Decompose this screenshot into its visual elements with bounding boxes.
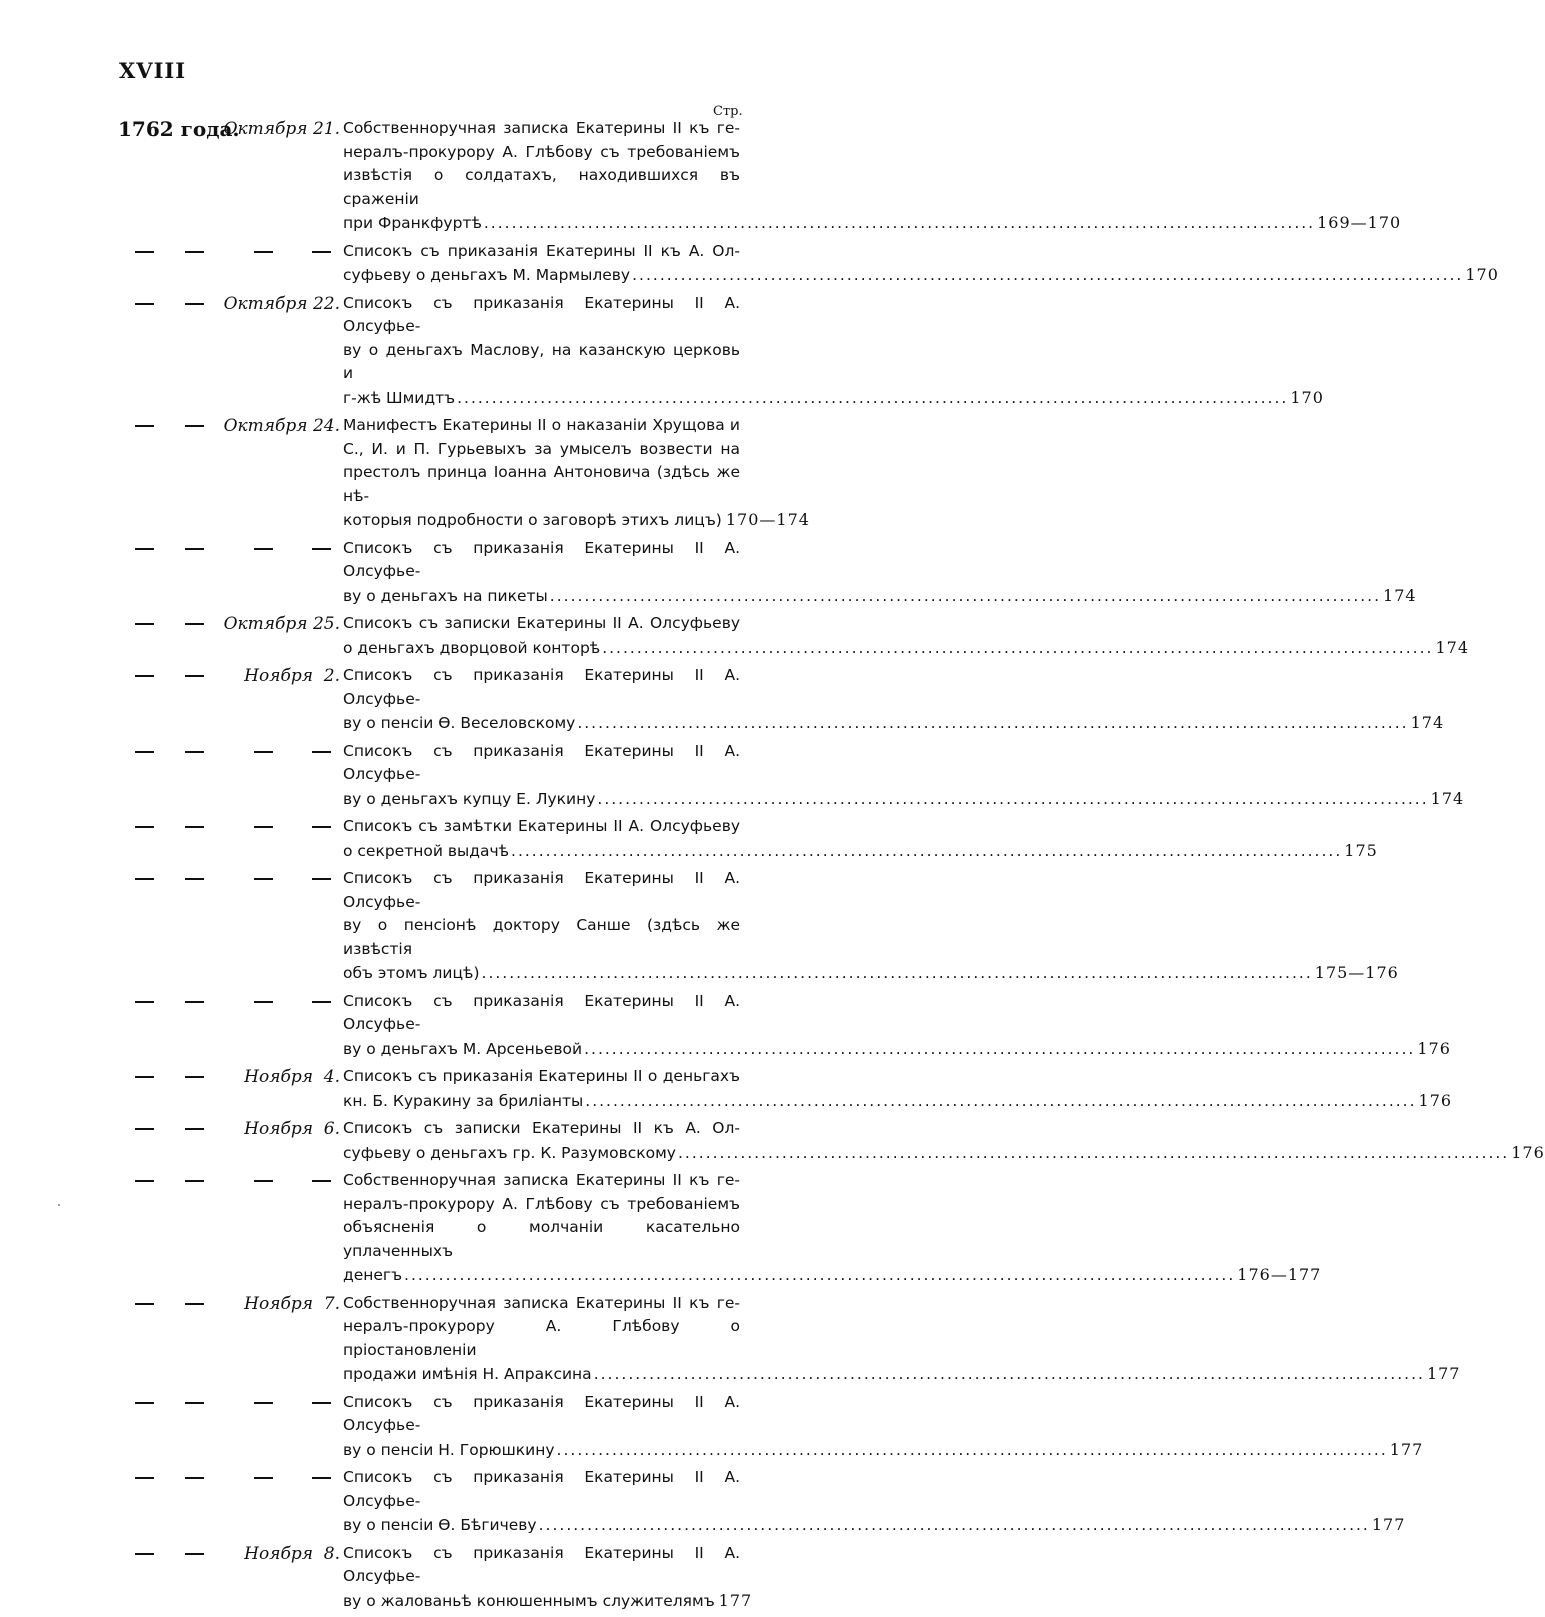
ditto-dash (185, 251, 204, 253)
entry-date-column (0, 990, 340, 1014)
page-number: XVIII (119, 58, 187, 83)
entry-description (343, 1466, 1406, 1538)
dot-leader: ........................................................................................................................ (511, 841, 1343, 860)
entry-text-line: Собственноручная записка Екатерины II къ ге- (343, 1293, 740, 1312)
entry-text-line: извѣстія о солдатахъ, находившихся въ сраженіи (343, 166, 740, 208)
dot-leader: ........................................................................................................................ (538, 1516, 1370, 1534)
entry-date-column (0, 1292, 340, 1316)
entry-text-line: продажи имѣнія Н. Апраксина (343, 1365, 592, 1383)
entry-text-line: ву о пенсіи Ѳ. Веселовскому (343, 714, 576, 732)
entry-description (343, 1542, 753, 1614)
entry-date-column (0, 612, 340, 636)
dot-leader: ........................................................................................................................ (483, 214, 1316, 232)
dot-leader: ........................................................................................................................ (597, 789, 1429, 808)
entry-date-column (0, 1169, 340, 1193)
entry-last-line (343, 711, 1445, 736)
entry-last-line (343, 584, 1417, 609)
entry-text-line: Списокъ съ приказанія Екатерины II къ А. Ол- (343, 241, 740, 260)
ditto-dash (135, 878, 154, 880)
toc-entry (0, 664, 1445, 736)
entry-description (343, 1065, 1453, 1113)
ditto-dash (135, 1180, 154, 1182)
entry-text-line: о деньгахъ дворцовой конторѣ (343, 638, 601, 657)
entry-text-line: денегъ (343, 1266, 403, 1284)
entry-description (343, 292, 1324, 411)
entry-description (343, 414, 810, 533)
entry-text-line: ву о пенсіонѣ доктору Санше (здѣсь же извѣстія (343, 916, 740, 958)
scan-speck (58, 1204, 60, 1206)
entry-text-line: С., И. и П. Гурьевыхъ за умыселъ возвести на (343, 439, 740, 458)
ditto-dash (254, 751, 273, 753)
ditto-dash (185, 751, 204, 753)
toc-entry (0, 740, 1465, 812)
entry-page-number: 177 (718, 1590, 753, 1610)
entry-text-line: ву о деньгахъ на пикеты (343, 586, 548, 605)
entry-description (343, 1169, 1322, 1288)
entry-text-line: при Франкфуртѣ (343, 214, 482, 232)
entry-last-line (343, 1141, 1545, 1166)
entry-date: Октября 21. (223, 119, 340, 139)
ditto-dash (135, 1001, 154, 1003)
entry-date-column (0, 1542, 340, 1566)
ditto-dash (135, 1402, 154, 1404)
toc-entry (0, 414, 843, 533)
ditto-dash (254, 251, 273, 253)
toc-entry (0, 537, 1417, 609)
entry-date-column (0, 117, 340, 141)
entry-last-line (343, 508, 810, 533)
entry-text-line: Списокъ съ записки Екатерины II А. Олсуфьеву (343, 614, 740, 632)
ditto-dash (254, 826, 273, 828)
ditto-dash (312, 251, 331, 253)
dot-leader: ........................................................................................................................ (556, 1440, 1388, 1459)
entry-description (343, 664, 1445, 736)
ditto-dash (135, 548, 154, 550)
ditto-dash (185, 1402, 204, 1404)
entry-page-number: 174 (1383, 585, 1417, 605)
dot-leader: ........................................................................................................................ (584, 1039, 1416, 1058)
entry-text-line: ву о деньгахъ купцу Е. Лукину (343, 789, 596, 808)
entry-page-number: 176 (1511, 1142, 1545, 1162)
entry-description (343, 815, 1378, 863)
toc-entry (0, 1542, 843, 1614)
entry-last-line (343, 1362, 1461, 1387)
entry-text-line: ву о жалованьѣ конюшеннымъ служителямъ (343, 1591, 715, 1610)
entry-text-line: Собственноручная записка Екатерины II къ ге- (343, 1171, 740, 1189)
entry-last-line (343, 386, 1324, 411)
entry-date-column (0, 815, 340, 839)
entry-last-line (343, 1263, 1322, 1288)
entry-description (343, 240, 1499, 288)
entry-page-number: 177 (1426, 1364, 1461, 1383)
entry-date-column (0, 664, 340, 688)
ditto-dash (185, 878, 204, 880)
toc-entry (0, 1065, 1453, 1113)
entry-date-column (0, 240, 340, 264)
entry-page-number: 175 (1344, 840, 1378, 860)
toc-entry (0, 292, 1324, 411)
entry-year: 1762 года. (118, 117, 240, 141)
toc-entry (0, 1466, 1406, 1538)
entry-text-line: престолъ принца Іоанна Антоновича (здѣсь же нѣ- (343, 463, 740, 505)
entry-last-line (343, 961, 1399, 986)
entry-date: Ноября 8. (244, 1543, 340, 1564)
ditto-dash (312, 751, 331, 753)
entry-text-line: суфьеву о деньгахъ гр. К. Разумовскому (343, 1143, 676, 1162)
entry-date-column (0, 1466, 340, 1490)
dot-leader: ........................................................................................................................ (677, 1143, 1510, 1162)
entry-text-line: Списокъ съ приказанія Екатерины II А. Олсуфье- (343, 741, 740, 783)
entry-last-line (343, 1089, 1453, 1114)
entry-description (343, 1391, 1424, 1463)
entry-date: Ноября 7. (244, 1293, 340, 1314)
toc-entry (0, 612, 1469, 660)
entry-date-column (0, 1065, 340, 1089)
entry-last-line (343, 211, 1402, 236)
ditto-dash (185, 1001, 204, 1003)
entry-last-line (343, 1589, 753, 1614)
entry-text-line: нералъ-прокурору А. Глѣбову съ требованіемъ (343, 1194, 740, 1213)
toc-entry (0, 867, 1399, 986)
entry-text-line: Списокъ съ приказанія Екатерины II А. Олсуфье- (343, 869, 740, 911)
entry-date: Октября 22. (223, 293, 340, 314)
entry-last-line (343, 1037, 1451, 1062)
entry-page-number: 174 (1430, 788, 1465, 808)
dot-leader: ........................................................................................................................ (602, 638, 1434, 657)
entry-text-line: Собственноручная записка Екатерины II къ ге- (343, 119, 740, 137)
ditto-dash (185, 1180, 204, 1182)
entry-description (343, 1117, 1545, 1165)
entry-last-line (343, 1438, 1424, 1463)
entry-description (343, 867, 1399, 986)
entry-description (343, 740, 1465, 812)
ditto-dash (135, 251, 154, 253)
dot-leader: ........................................................................................................................ (593, 1365, 1425, 1383)
entry-text-line: суфьеву о деньгахъ М. Мармылеву (343, 266, 631, 284)
ditto-dash (312, 1180, 331, 1182)
entry-date-column (0, 1117, 340, 1141)
entry-last-line (343, 1513, 1406, 1538)
entry-text-line: объ этомъ лицѣ) (343, 964, 480, 982)
toc-entry (0, 990, 1451, 1062)
entry-description (343, 537, 1417, 609)
toc-entry (0, 117, 1402, 236)
entry-date-column (0, 740, 340, 764)
toc-entry (0, 815, 1378, 863)
entry-description (343, 117, 1402, 236)
entry-page-number: 175—176 (1314, 963, 1399, 982)
dot-leader: ........................................................................................................................ (549, 586, 1382, 605)
entry-date: Октября 24. (223, 416, 340, 436)
entry-description (343, 612, 1469, 660)
entry-text-line: ву о деньгахъ М. Арсеньевой (343, 1039, 583, 1058)
dot-leader: ........................................................................................................................ (457, 388, 1289, 407)
ditto-dash (312, 1001, 331, 1003)
dot-leader: ........................................................................................................................ (585, 1091, 1417, 1110)
toc-entry (0, 1117, 1545, 1165)
ditto-dash (254, 1180, 273, 1182)
ditto-dash (185, 548, 204, 550)
entry-text-line: г-жѣ Шмидтъ (343, 388, 456, 407)
entry-text-line: Списокъ съ приказанія Екатерины II А. Олсуфье- (343, 1392, 740, 1434)
toc-entry (0, 1169, 1322, 1288)
entry-text-line: объясненія о молчаніи касательно уплаченныхъ (343, 1218, 740, 1260)
ditto-dash (254, 878, 273, 880)
entry-date-column (0, 1391, 340, 1415)
toc-entry (0, 240, 1499, 288)
entry-date-column (0, 537, 340, 561)
entry-text-line: нералъ-прокурору А. Глѣбову съ требованіемъ (343, 142, 740, 161)
entry-last-line (343, 263, 1499, 288)
ditto-dash (185, 1477, 204, 1479)
entry-page-number: 174 (1435, 637, 1469, 657)
entry-date-column (0, 292, 340, 316)
dot-leader: ........................................................................................................................ (404, 1266, 1236, 1284)
ditto-dash (254, 1402, 273, 1404)
entry-last-line (343, 636, 1469, 661)
toc-entry (0, 1292, 1461, 1387)
entry-date: Ноября 2. (244, 666, 340, 686)
ditto-dash (312, 826, 331, 828)
entry-text-line: Списокъ съ приказанія Екатерины II А. Олсуфье- (343, 991, 740, 1033)
entry-date: Октября 25. (223, 614, 340, 634)
entry-date: Ноября 4. (244, 1067, 340, 1087)
entry-page-number: 176—177 (1237, 1265, 1322, 1284)
entry-text-line: ву о пенсіи Н. Горюшкину (343, 1440, 555, 1459)
ditto-dash (254, 548, 273, 550)
entry-text-line: Списокъ съ приказанія Екатерины II А. Олсуфье- (343, 666, 740, 708)
entry-page-number: 177 (1371, 1515, 1406, 1534)
entry-page-number: 174 (1410, 713, 1445, 732)
entry-page-number: 176 (1418, 1090, 1453, 1110)
entry-description (343, 1292, 1461, 1387)
entry-text-line: о секретной выдачѣ (343, 841, 510, 860)
entry-text-line: ву о пенсіи Ѳ. Бѣгичеву (343, 1516, 537, 1534)
page-column-label: Стр. (713, 104, 743, 119)
ditto-dash (185, 826, 204, 828)
entry-text-line: которыя подробности о заговорѣ этихъ лицъ) (343, 511, 722, 529)
entry-date: Ноября 6. (244, 1119, 340, 1139)
entry-last-line (343, 787, 1465, 812)
table-of-contents (0, 117, 1545, 1617)
entry-page-number: 170—174 (725, 510, 810, 529)
entry-text-line: Списокъ съ приказанія Екатерины II о деньгахъ (343, 1067, 740, 1085)
toc-entry (0, 1391, 1424, 1463)
ditto-dash (135, 826, 154, 828)
entry-page-number: 170 (1465, 265, 1499, 284)
entry-page-number: 176 (1417, 1038, 1451, 1058)
entry-text-line: Списокъ съ приказанія Екатерины II А. Олсуфье- (343, 1468, 740, 1510)
ditto-dash (312, 548, 331, 550)
ditto-dash (254, 1477, 273, 1479)
entry-text-line: Списокъ съ приказанія Екатерины II А. Олсуфье- (343, 538, 740, 580)
entry-text-line: Списокъ съ замѣтки Екатерины II А. Олсуфьеву (343, 817, 740, 835)
ditto-dash (135, 1477, 154, 1479)
entry-text-line: кн. Б. Куракину за бриліанты (343, 1091, 584, 1110)
entry-text-line: Списокъ съ записки Екатерины II къ А. Ол- (343, 1119, 740, 1137)
ditto-dash (254, 1001, 273, 1003)
dot-leader: ........................................................................................................................ (632, 266, 1464, 284)
entry-text-line: нералъ-прокурору А. Глѣбову о пріостановленіи (343, 1317, 740, 1359)
entry-page-number: 170 (1290, 387, 1324, 407)
entry-page-number: 177 (1389, 1439, 1424, 1459)
dot-leader: ........................................................................................................................ (577, 714, 1409, 732)
entry-page-number: 169—170 (1317, 213, 1402, 232)
dot-leader: ........................................................................................................................ (481, 964, 1313, 982)
entry-date-column (0, 414, 340, 438)
ditto-dash (312, 1477, 331, 1479)
ditto-dash (135, 751, 154, 753)
entry-text-line: Списокъ съ приказанія Екатерины II А. Олсуфье- (343, 293, 740, 335)
entry-text-line: Списокъ съ приказанія Екатерины II А. Олсуфье- (343, 1543, 740, 1585)
entry-text-line: Манифестъ Екатерины II о наказаніи Хрущова и (343, 416, 740, 434)
entry-description (343, 990, 1451, 1062)
entry-last-line (343, 839, 1378, 864)
ditto-dash (312, 1402, 331, 1404)
entry-text-line: ву о деньгахъ Маслову, на казанскую церковь и (343, 340, 740, 382)
ditto-dash (312, 878, 331, 880)
entry-date-column (0, 867, 340, 891)
